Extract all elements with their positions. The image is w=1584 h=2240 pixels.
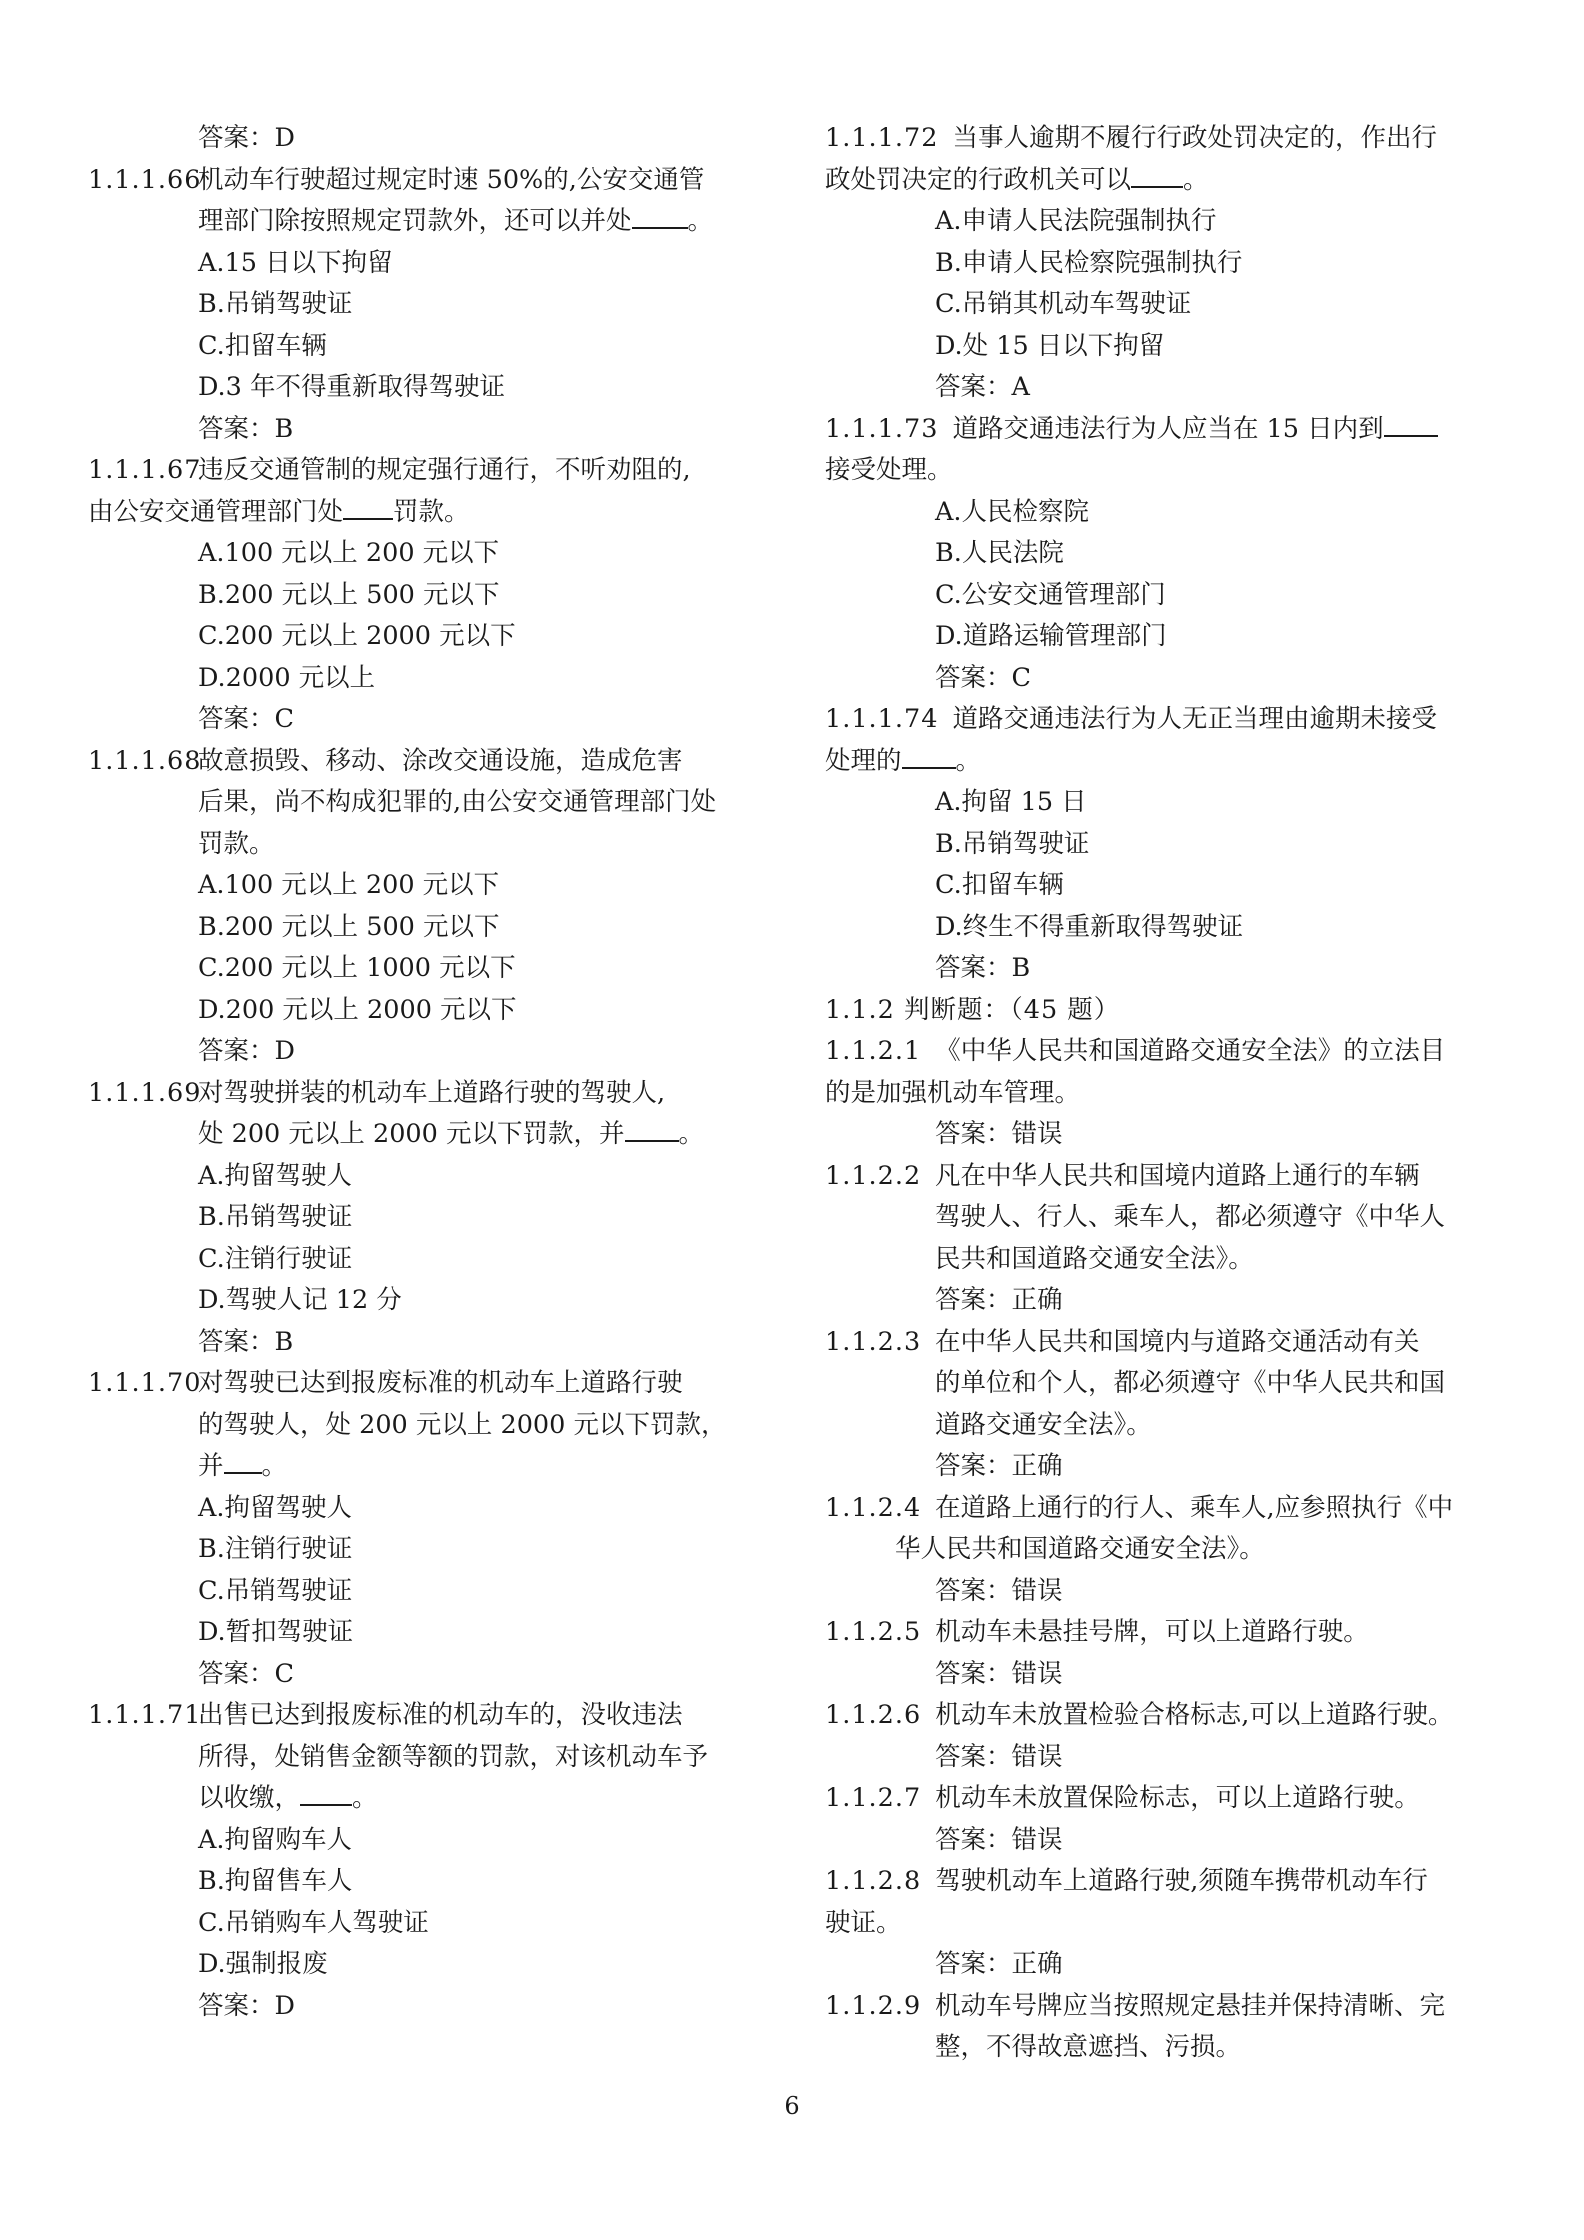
question-text bbox=[198, 1073, 778, 1156]
option-b: B.吊销驾驶证 bbox=[198, 289, 353, 319]
option-b: B.申请人民检察院强制执行 bbox=[935, 247, 1243, 278]
question-line bbox=[198, 1114, 778, 1156]
question-line-text: 《中华人民共和国道路交通安全法》的立法目 bbox=[935, 1036, 1446, 1066]
question-line-text: 道路交通违法行为人无正当理由逾期未接受 bbox=[952, 704, 1437, 734]
question-number: 1.1.2.2 bbox=[825, 1160, 922, 1191]
question-line-text: 道路交通违法行为人应当在 15 日内到 bbox=[952, 413, 1384, 444]
section-heading: 1.1.2 判断题：（45 题） bbox=[825, 994, 1121, 1025]
answer-blank bbox=[632, 205, 688, 229]
answer: 答案：A bbox=[935, 372, 1030, 402]
question-line-text: 以收缴， bbox=[198, 1783, 301, 1813]
question-number: 1.1.1.67 bbox=[88, 455, 202, 485]
question-line: 出售已达到报废标准的机动车的，没收违法 bbox=[198, 1700, 683, 1730]
question-line-text: 由公安交通管理部门处 bbox=[88, 496, 344, 527]
judgment-6 bbox=[825, 1695, 1515, 1737]
answer: 答案：正确 bbox=[935, 1949, 1063, 1979]
question-line: 所得，处销售金额等额的罚款，对该机动车予 bbox=[198, 1741, 709, 1772]
option-d: D.暂扣驾驶证 bbox=[198, 1617, 354, 1647]
answer: 答案：错误 bbox=[935, 1575, 1063, 1606]
question-line bbox=[825, 741, 1515, 783]
question-line-end: 罚款。 bbox=[393, 496, 470, 527]
option-a: A.100 元以上 200 元以下 bbox=[198, 870, 500, 900]
answer: 答案：错误 bbox=[935, 1658, 1063, 1689]
option-a: A.拘留驾驶人 bbox=[198, 1492, 353, 1523]
answer: 答案：正确 bbox=[935, 1451, 1063, 1481]
question-72 bbox=[825, 118, 1515, 201]
question-line: 在道路上通行的行人、乘车人,应参照执行《中 bbox=[935, 1492, 1454, 1523]
option-b: B.200 元以上 500 元以下 bbox=[198, 911, 500, 942]
answer-blank bbox=[902, 745, 956, 769]
answer: 答案：C bbox=[198, 1658, 295, 1689]
question-line: 对驾驶已达到报废标准的机动车上道路行驶 bbox=[198, 1368, 683, 1398]
question-line bbox=[825, 1695, 1515, 1737]
option-b: B.人民法院 bbox=[935, 538, 1064, 568]
option-d: D.驾驶人记 12 分 bbox=[198, 1285, 402, 1315]
option-a: A.人民检察院 bbox=[935, 496, 1090, 527]
judgment-9 bbox=[825, 1986, 1515, 2069]
answer: 答案：D bbox=[198, 1036, 295, 1066]
question-text bbox=[198, 450, 778, 492]
question-71 bbox=[88, 1695, 778, 1820]
option-c: C.吊销其机动车驾驶证 bbox=[935, 289, 1192, 319]
option-c: C.公安交通管理部门 bbox=[935, 579, 1166, 610]
question-line bbox=[88, 492, 778, 534]
answer-blank bbox=[625, 1118, 679, 1142]
question-line bbox=[825, 1612, 1515, 1654]
question-line bbox=[825, 1031, 1515, 1073]
question-line-end: 。 bbox=[1183, 164, 1209, 195]
answer: 答案：D bbox=[198, 1990, 295, 2021]
answer: 答案：B bbox=[198, 413, 294, 444]
question-line: 对驾驶拼装的机动车上道路行驶的驾驶人, bbox=[198, 1077, 666, 1108]
answer: 答案：B bbox=[198, 1326, 294, 1357]
question-line-end: 。 bbox=[352, 1783, 378, 1813]
question-number: 1.1.2.9 bbox=[825, 1990, 922, 2021]
question-line-text: 机动车未悬挂号牌，可以上道路行驶。 bbox=[935, 1617, 1369, 1647]
option-d: D.2000 元以上 bbox=[198, 662, 376, 693]
judgment-3 bbox=[825, 1322, 1515, 1447]
question-number: 1.1.1.74 bbox=[825, 704, 939, 734]
option-a: A.拘留驾驶人 bbox=[198, 1160, 353, 1191]
question-line bbox=[825, 160, 1515, 202]
question-line: 华人民共和国道路交通安全法》。 bbox=[895, 1534, 1265, 1564]
question-66 bbox=[88, 160, 778, 243]
question-line: 接受处理。 bbox=[825, 455, 953, 485]
option-d: D.道路运输管理部门 bbox=[935, 621, 1167, 651]
question-number: 1.1.1.72 bbox=[825, 123, 939, 153]
answer: 答案：错误 bbox=[935, 1119, 1063, 1149]
option-a: A.拘留购车人 bbox=[198, 1824, 353, 1855]
question-line: 凡在中华人民共和国境内道路上通行的车辆 bbox=[935, 1160, 1420, 1191]
question-text bbox=[198, 1363, 778, 1488]
question-text bbox=[198, 741, 778, 866]
question-number: 1.1.2.6 bbox=[825, 1700, 922, 1730]
option-b: B.200 元以上 500 元以下 bbox=[198, 579, 500, 610]
option-c: C.200 元以上 1000 元以下 bbox=[198, 953, 516, 983]
question-line-end: 。 bbox=[955, 745, 982, 776]
question-68 bbox=[88, 741, 778, 866]
option-c: C.注销行驶证 bbox=[198, 1243, 353, 1274]
question-line bbox=[825, 409, 1515, 451]
option-c: C.200 元以上 2000 元以下 bbox=[198, 621, 516, 651]
question-text bbox=[935, 1156, 1515, 1281]
question-line: 机动车号牌应当按照规定悬挂并保持清晰、完 bbox=[935, 1990, 1446, 2021]
question-line: 驶证。 bbox=[825, 1907, 902, 1938]
option-c: C.扣留车辆 bbox=[198, 330, 327, 361]
option-a: A.拘留 15 日 bbox=[935, 787, 1087, 817]
answer-blank bbox=[1131, 164, 1183, 188]
judgment-5 bbox=[825, 1612, 1515, 1654]
question-73 bbox=[825, 409, 1515, 492]
question-line-text: 处 200 元以上 2000 元以下罚款，并 bbox=[198, 1119, 625, 1149]
question-line-text: 理部门除按照规定罚款外，还可以并处 bbox=[198, 206, 632, 236]
question-number: 1.1.1.69 bbox=[88, 1077, 202, 1108]
answer: 答案：错误 bbox=[935, 1824, 1063, 1855]
option-d: D.3 年不得重新取得驾驶证 bbox=[198, 372, 505, 402]
option-a: A.15 日以下拘留 bbox=[198, 247, 393, 278]
left-column bbox=[88, 118, 778, 2027]
question-line-text: 政处罚决定的行政机关可以 bbox=[825, 164, 1132, 195]
question-line: 民共和国道路交通安全法》。 bbox=[935, 1243, 1254, 1274]
question-line bbox=[198, 201, 778, 243]
question-line-end: 。 bbox=[261, 1451, 288, 1481]
answer-blank bbox=[1384, 413, 1438, 437]
option-b: B.吊销驾驶证 bbox=[935, 828, 1090, 859]
question-74 bbox=[825, 699, 1515, 782]
judgment-8 bbox=[825, 1861, 1515, 1944]
question-number: 1.1.1.68 bbox=[88, 745, 202, 776]
answer: 答案：C bbox=[198, 704, 295, 734]
option-d: D.终生不得重新取得驾驶证 bbox=[935, 911, 1244, 942]
question-line-text: 驾驶机动车上道路行驶,须随车携带机动车行 bbox=[935, 1866, 1428, 1896]
page-number: 6 bbox=[784, 2092, 800, 2120]
question-line bbox=[825, 1861, 1515, 1903]
question-69 bbox=[88, 1073, 778, 1156]
question-line bbox=[825, 699, 1515, 741]
question-number: 1.1.1.70 bbox=[88, 1368, 202, 1398]
question-line bbox=[825, 118, 1515, 160]
question-text bbox=[198, 160, 778, 243]
question-text bbox=[198, 1695, 778, 1820]
option-b: B.拘留售车人 bbox=[198, 1866, 353, 1896]
judgment-4 bbox=[825, 1488, 1515, 1571]
answer-blank bbox=[300, 1782, 352, 1806]
question-line: 驾驶人、行人、乘车人，都必须遵守《中华人 bbox=[935, 1202, 1446, 1232]
question-line bbox=[825, 1778, 1515, 1820]
question-number: 1.1.1.71 bbox=[88, 1700, 202, 1730]
option-a: A.100 元以上 200 元以下 bbox=[198, 538, 500, 568]
question-line-end: 。 bbox=[678, 1119, 705, 1149]
question-text bbox=[935, 1986, 1515, 2069]
question-line: 违反交通管制的规定强行通行，不听劝阻的, bbox=[198, 455, 691, 485]
question-line: 的是加强机动车管理。 bbox=[825, 1077, 1081, 1108]
answer-blank bbox=[343, 496, 393, 520]
judgment-7 bbox=[825, 1778, 1515, 1820]
question-number: 1.1.2.4 bbox=[825, 1492, 922, 1523]
answer: 答案：B bbox=[935, 953, 1031, 983]
question-text bbox=[935, 1322, 1515, 1447]
question-line bbox=[198, 1446, 778, 1488]
option-c: C.吊销驾驶证 bbox=[198, 1575, 353, 1606]
right-column bbox=[825, 118, 1515, 2069]
answer: 答案：D bbox=[198, 123, 295, 153]
question-line: 的单位和个人，都必须遵守《中华人民共和国 bbox=[935, 1368, 1446, 1398]
question-line: 故意损毁、移动、涂改交通设施，造成危害 bbox=[198, 745, 683, 776]
option-c: C.扣留车辆 bbox=[935, 870, 1064, 900]
judgment-2 bbox=[825, 1156, 1515, 1281]
option-b: B.吊销驾驶证 bbox=[198, 1202, 353, 1232]
question-line: 罚款。 bbox=[198, 828, 275, 859]
answer-blank bbox=[224, 1450, 262, 1474]
question-number: 1.1.1.73 bbox=[825, 413, 939, 444]
question-70 bbox=[88, 1363, 778, 1488]
answer: 答案：C bbox=[935, 662, 1032, 693]
question-line: 后果，尚不构成犯罪的,由公安交通管理部门处 bbox=[198, 787, 717, 817]
option-c: C.吊销购车人驾驶证 bbox=[198, 1907, 429, 1938]
option-b: B.注销行驶证 bbox=[198, 1534, 353, 1564]
question-text bbox=[895, 1488, 1515, 1571]
question-line: 整，不得故意遮挡、污损。 bbox=[935, 2032, 1242, 2062]
option-d: D.200 元以上 2000 元以下 bbox=[198, 994, 517, 1025]
question-67 bbox=[88, 450, 778, 492]
answer: 答案：错误 bbox=[935, 1741, 1063, 1772]
question-line bbox=[198, 1778, 778, 1820]
question-line-text: 处理的 bbox=[825, 745, 902, 776]
question-number: 1.1.2.7 bbox=[825, 1783, 922, 1813]
question-number: 1.1.2.8 bbox=[825, 1866, 922, 1896]
question-line-text: 机动车未放置检验合格标志,可以上道路行驶。 bbox=[935, 1700, 1454, 1730]
question-number: 1.1.1.66 bbox=[88, 164, 202, 195]
answer: 答案：正确 bbox=[935, 1285, 1063, 1315]
option-a: A.申请人民法院强制执行 bbox=[935, 206, 1217, 236]
question-line-end: 。 bbox=[687, 206, 714, 236]
judgment-1 bbox=[825, 1031, 1515, 1114]
question-line-text: 机动车未放置保险标志，可以上道路行驶。 bbox=[935, 1783, 1420, 1813]
question-line: 机动车行驶超过规定时速 50%的,公安交通管 bbox=[198, 164, 705, 195]
question-number: 1.1.2.1 bbox=[825, 1036, 922, 1066]
option-d: D.强制报废 bbox=[198, 1949, 328, 1979]
question-number: 1.1.2.3 bbox=[825, 1326, 922, 1357]
question-line-text: 当事人逾期不履行行政处罚决定的，作出行 bbox=[952, 123, 1437, 153]
question-line-text: 并 bbox=[198, 1451, 224, 1481]
question-number: 1.1.2.5 bbox=[825, 1617, 922, 1647]
option-d: D.处 15 日以下拘留 bbox=[935, 330, 1165, 361]
question-line: 在中华人民共和国境内与道路交通活动有关 bbox=[935, 1326, 1420, 1357]
question-line: 道路交通安全法》。 bbox=[935, 1409, 1152, 1440]
question-line: 的驾驶人，处 200 元以上 2000 元以下罚款， bbox=[198, 1409, 727, 1440]
